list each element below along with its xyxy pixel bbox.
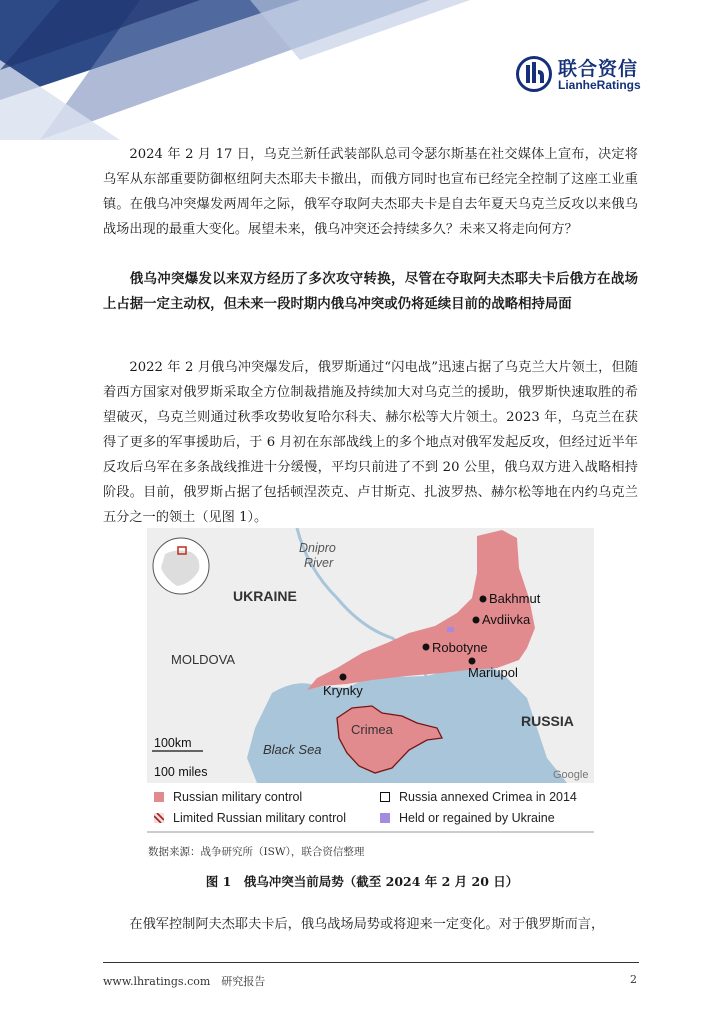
company-logo xyxy=(516,54,646,96)
held-by-ukraine-area xyxy=(447,627,454,632)
paragraph-background: 2022 年 2 月俄乌冲突爆发后，俄罗斯通过“闪电战”迅速占据了乌克兰大片领土，但随着西方国家对俄罗斯采取全方位制裁措施及持续加大对乌克兰的援助，俄罗斯快速取胜的希望破灭，乌克兰则通过秋季攻势收复哈尔科夫、赫尔松等大片领土。2023 年，乌克兰在获得了更多的军事援助后，于 6 月初在东部战线上的多个地点对俄军发起反攻，但经过近半年反攻后乌军在多条战线推进十分缓慢，平均只前进了不到 20 公里，俄乌双方进入战略相持阶段。目前，俄罗斯占据了包括顿涅茨克、卢甘斯克、扎波罗热、赫尔松等地在内约乌克兰五分之一的领土（见图 1）。 xyxy=(103,360,638,525)
river-label-line2: River xyxy=(304,556,334,570)
city-marker-mariupol xyxy=(469,658,476,665)
footer-divider xyxy=(103,962,639,963)
city-marker-bakhmut xyxy=(480,596,487,603)
legend-item-crimea-annexed xyxy=(380,790,577,804)
legend-label: Limited Russian military control xyxy=(173,811,346,825)
city-marker-krynky xyxy=(340,674,347,681)
city-marker-avdiivka xyxy=(473,617,480,624)
logo-chinese-name: 联合资信 xyxy=(558,58,639,80)
ukraine-label: UKRAINE xyxy=(233,588,297,604)
legend-label: Held or regained by Ukraine xyxy=(399,811,555,825)
page-number: 2 xyxy=(630,973,637,986)
logo-english-name: LianheRatings xyxy=(558,78,641,92)
legend-swatch xyxy=(380,792,390,802)
legend-item-limited-control xyxy=(154,811,346,825)
legend-item-russian-control xyxy=(154,790,302,804)
map-legend xyxy=(147,784,594,834)
legend-item-held-by-ukraine xyxy=(380,811,555,825)
river-label-line1: Dnipro xyxy=(299,541,336,555)
russia-label: RUSSIA xyxy=(521,713,574,729)
figure-caption: 图 1 俄乌冲突当前局势（截至 2024 年 2 月 20 日） xyxy=(205,874,519,889)
moldova-label: MOLDOVA xyxy=(171,652,236,667)
city-label-mariupol: Mariupol xyxy=(468,665,518,680)
footer-website: www.lhratings.com 研究报告 xyxy=(103,975,266,988)
paragraph-intro: 2024 年 2 月 17 日，乌克兰新任武装部队总司令瑟尔斯基在社交媒体上宣布，决定将乌军从东部重要防御枢纽阿夫杰耶夫卡撤出，而俄方同时也宣布已经完全控制了这座工业重镇。在俄乌冲突爆发两周年之际，俄军夺取阿夫杰耶夫卡是自去年夏天乌克兰反攻以来俄乌战场出现的最重大变化。展望未来，俄乌冲突还会持续多久？未来又将走向何方？ xyxy=(103,147,638,237)
logo-mark-icon xyxy=(516,56,552,92)
scale-km-label: 100km xyxy=(154,736,192,750)
legend-label: Russian military control xyxy=(173,790,303,804)
city-label-avdiivka: Avdiivka xyxy=(482,612,531,627)
city-label-bakhmut: Bakhmut xyxy=(489,591,541,606)
black-sea-label: Black Sea xyxy=(263,742,322,757)
legend-swatch xyxy=(154,792,164,802)
google-attribution: Google xyxy=(553,769,589,781)
legend-label: Russia annexed Crimea in 2014 xyxy=(399,790,577,804)
city-label-robotyne: Robotyne xyxy=(432,640,488,655)
scale-miles-label: 100 miles xyxy=(154,765,208,779)
section-heading: 俄乌冲突爆发以来双方经历了多次攻守转换，尽管在夺取阿夫杰耶夫卡后俄方在战场上占据一定主动权，但未来一段时期内俄乌冲突或仍将延续目前的战略相持局面 xyxy=(103,271,638,312)
legend-swatch xyxy=(380,813,390,823)
figure-source: 数据来源：战争研究所（ISW），联合资信整理 xyxy=(148,846,365,858)
city-marker-robotyne xyxy=(423,644,430,651)
crimea-label: Crimea xyxy=(351,722,393,737)
legend-hatch-icon xyxy=(154,813,164,823)
paragraph-outlook: 在俄军控制阿夫杰耶夫卡后，俄乌战场局势或将迎来一定变化。对于俄罗斯而言， xyxy=(129,917,605,932)
city-label-krynky: Krynky xyxy=(323,683,363,698)
